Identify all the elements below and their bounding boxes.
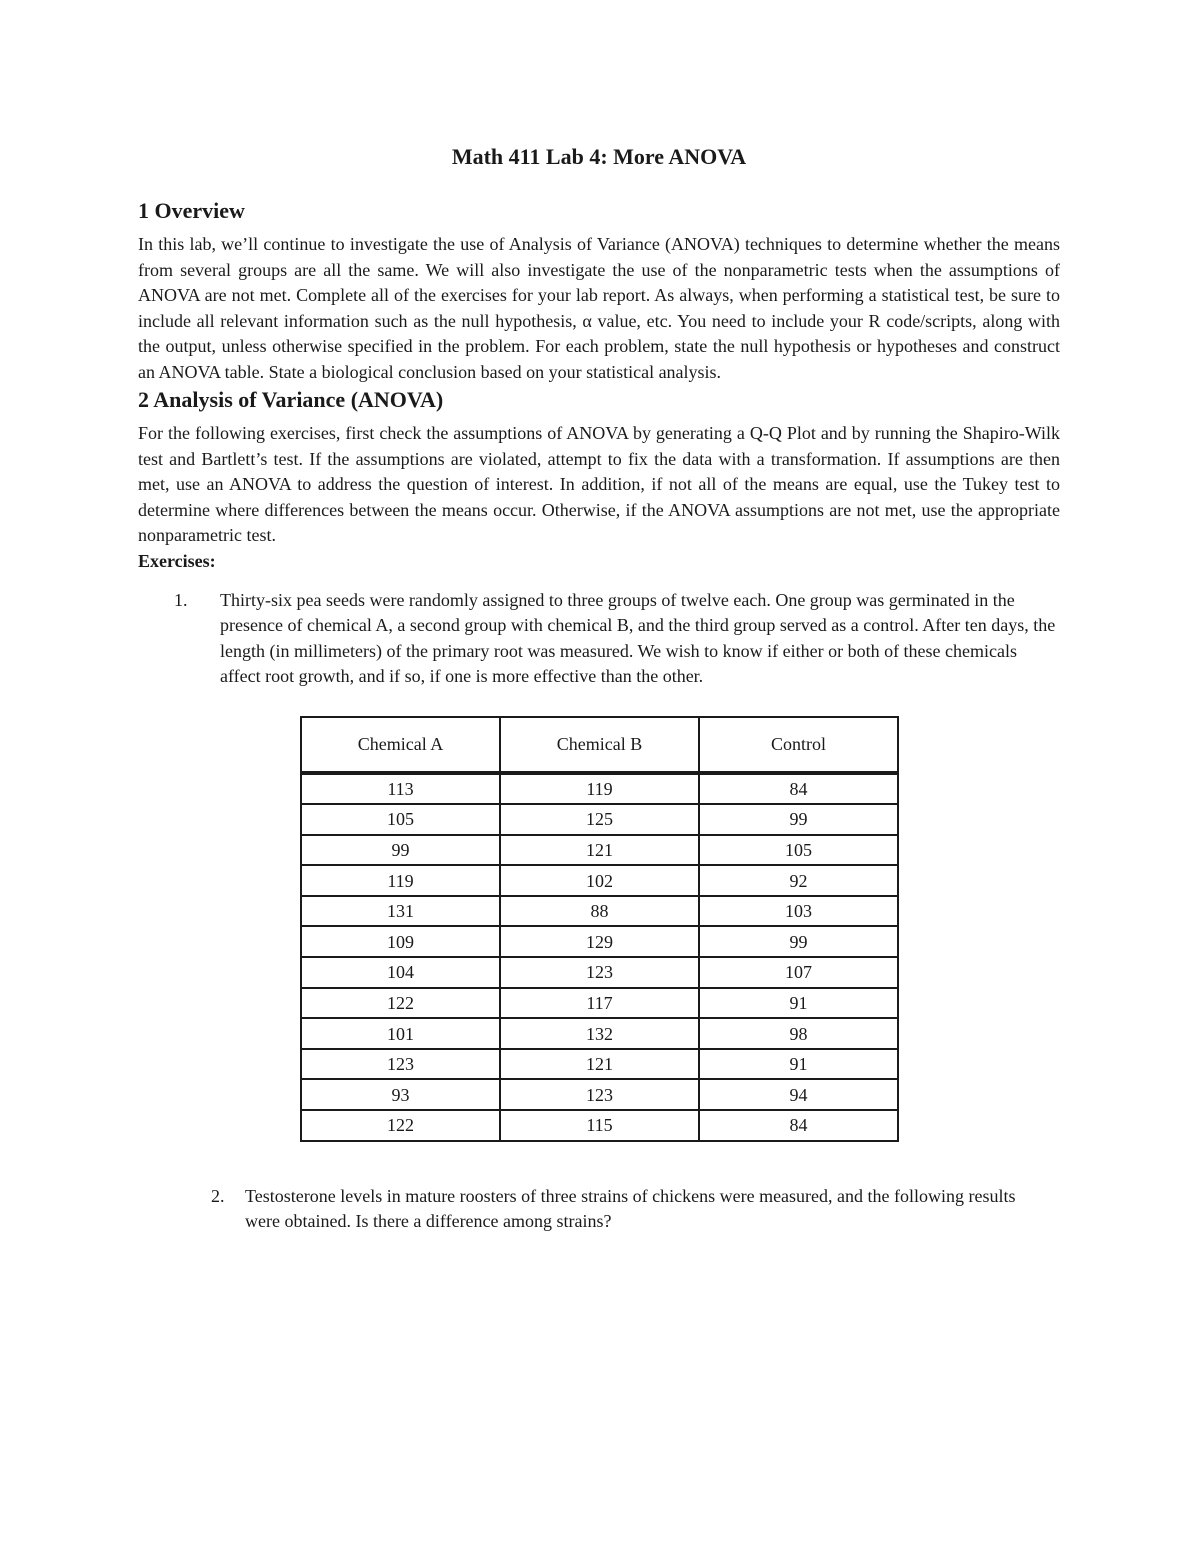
table-body [301,773,898,1141]
table-cell: 121 [500,835,699,866]
table-cell: 115 [500,1110,699,1141]
table-row [301,988,898,1019]
table-cell: 99 [301,835,500,866]
table-row [301,926,898,957]
table-cell: 103 [699,896,898,927]
page-title: Math 411 Lab 4: More ANOVA [451,144,747,169]
table-row [301,957,898,988]
section-heading-overview: 1 Overview [138,198,245,223]
table-cell: 129 [500,926,699,957]
table-cell: 105 [699,835,898,866]
table-row [301,1110,898,1141]
table-cell: 84 [699,1110,898,1141]
table-cell: 119 [301,865,500,896]
table-cell: 119 [500,773,699,805]
table-cell: 123 [500,957,699,988]
table-cell: 121 [500,1049,699,1080]
table-cell: 91 [699,1049,898,1080]
table-row [301,1079,898,1110]
section-heading-anova: 2 Analysis of Variance (ANOVA) [138,387,444,412]
table-cell: 125 [500,804,699,835]
root-length-table [300,716,899,1142]
table-cell: 98 [699,1018,898,1049]
table-row [301,773,898,805]
table-cell: 99 [699,804,898,835]
exercise-2-text: Testosterone levels in mature roosters of three strains of chickens were measured, and the following results were obtained. Is there a difference among strains? [245,1185,1016,1231]
table-cell: 88 [500,896,699,927]
table-row [301,896,898,927]
table-cell: 93 [301,1079,500,1110]
table-cell: 117 [500,988,699,1019]
table-row [301,1049,898,1080]
table-cell: 122 [301,988,500,1019]
table-row [301,865,898,896]
table-cell: 105 [301,804,500,835]
overview-paragraph: In this lab, we’ll continue to investigate the use of Analysis of Variance (ANOVA) techniques to determine whether the means from several groups are all the same. We will also investigate the use of the nonparametric tests when the assumptions of ANOVA are not met. Complete all of the exercises for your lab report. As always, when performing a statistical test, be sure to include all relevant information such as the null hypothesis, α value, etc. You need to include your R code/scripts, along with the output, unless otherwise specified in the problem. For each problem, state the null hypothesis or hypotheses and construct an ANOVA table. State a biological conclusion based on your statistical analysis. [138,234,1060,382]
table-row [301,1018,898,1049]
table-row [301,835,898,866]
table-cell: 131 [301,896,500,927]
table-cell: 101 [301,1018,500,1049]
table-cell: 113 [301,773,500,805]
table-cell: 84 [699,773,898,805]
exercise-2-number: 2. [211,1185,225,1206]
table-cell: 102 [500,865,699,896]
column-header-chemical-a: Chemical A [301,717,500,773]
table-cell: 132 [500,1018,699,1049]
table-cell: 123 [301,1049,500,1080]
exercise-1-text: Thirty-six pea seeds were randomly assigned to three groups of twelve each. One group was germinated in the presence of chemical A, a second group with chemical B, and the third group served as a control. After ten days, the length (in millimeters) of the primary root was measured. We wish to know if either or both of these chemicals affect root growth, and if so, if one is more effective than the other. [220,589,1056,686]
exercises-label: Exercises: [138,550,216,571]
table-cell: 92 [699,865,898,896]
table-header-row [301,717,898,773]
table-cell: 107 [699,957,898,988]
document-page [138,140,1060,1234]
table-cell: 91 [699,988,898,1019]
exercise-1-number: 1. [174,589,188,610]
table-cell: 99 [699,926,898,957]
column-header-control: Control [699,717,898,773]
exercise-1 [138,588,1060,690]
table-cell: 122 [301,1110,500,1141]
table-cell: 104 [301,957,500,988]
anova-paragraph: For the following exercises, first check the assumptions of ANOVA by generating a Q-Q Plot and by running the Shapiro-Wilk test and Bartlett’s test. If the assumptions are violated, attempt to fix the data with a transformation. If assumptions are then met, use an ANOVA to address the question of interest. In addition, if not all of the means are equal, use the Tukey test to determine where differences between the means occur. Otherwise, if the ANOVA assumptions are not met, use the appropriate nonparametric test. [138,423,1060,545]
exercise-2 [138,1184,1045,1234]
table-cell: 109 [301,926,500,957]
column-header-chemical-b: Chemical B [500,717,699,773]
table-row [301,804,898,835]
table-cell: 94 [699,1079,898,1110]
table-cell: 123 [500,1079,699,1110]
